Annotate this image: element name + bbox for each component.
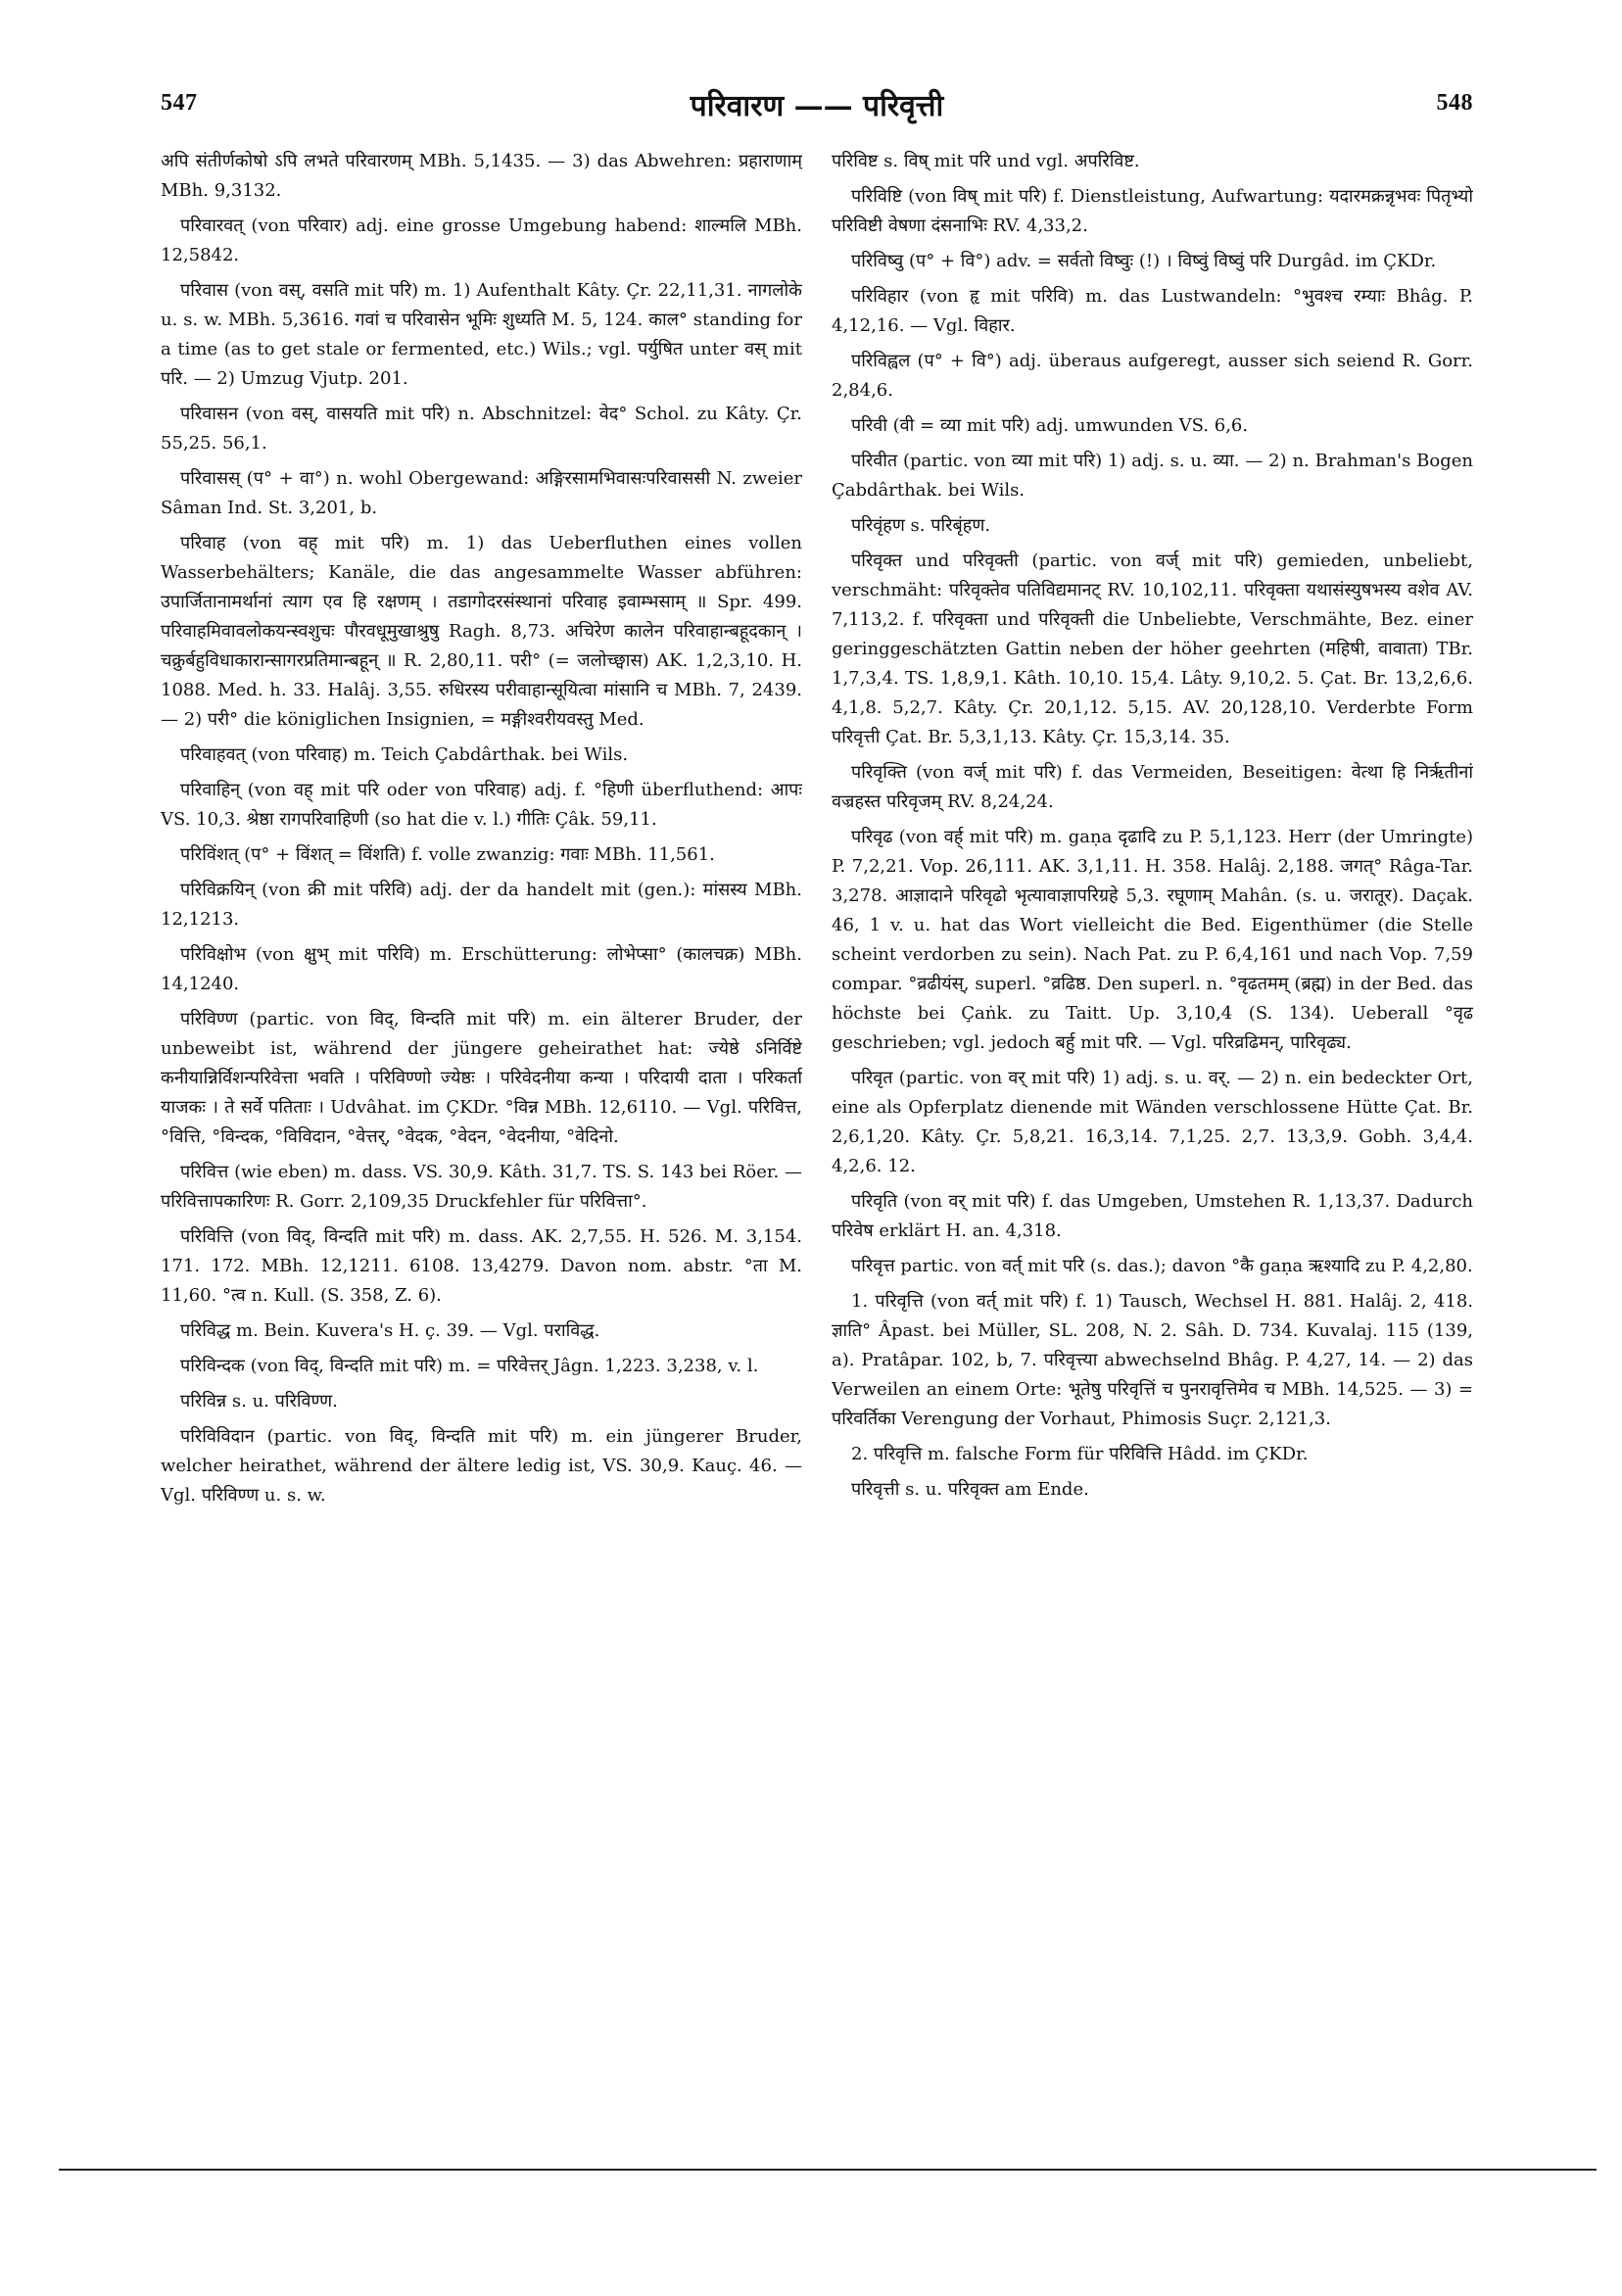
dictionary-entry: परिवृक्त und परिवृक्ती (partic. von वर्ज् mit परि) gemieden, unbeliebt, verschmäht: परिवृक्तेव पतिविद्यमानट् RV. 10,102,11. परिवृक्ता यथासंस्युषभस्य वशेव AV. 7,113,2. f. परिवृक्ता und परिवृक्ती die Unbeliebte, Verschmähte, Bez. einer geringgeschätzten Gattin neben der höher geehrten (महिषी, वावाता) TBr. 1,7,3,4. TS. 1,8,9,1. Kâth. 10,10. 15,4. Lâty. 9,10,2. 5. Çat. Br. 13,2,6,6. 4,1,8. 5,2,7. Kâty. Çr. 20,1,12. 5,15. AV. 20,128,10. Verderbte Form परिवृत्ती Çat. Br. 5,3,1,13. Kâty. Çr. 15,3,14. 35. <box>832 550 1473 747</box>
left-column <box>161 147 802 2086</box>
dictionary-entry: परिवृत्ती s. u. परिवृक्त am Ende. <box>851 1479 1089 1500</box>
dictionary-entry: परिविद्ध m. Bein. Kuvera's H. ç. 39. — Vgl. पराविद्ध. <box>180 1320 600 1341</box>
dictionary-entry: परिविविदान (partic. von विद्, विन्दति mit परि) m. ein jüngerer Bruder, welcher heirathet, während der ältere ledig ist, VS. 30,9. Kauç. 46. — Vgl. परिविण्ण u. s. w. <box>161 1426 802 1506</box>
dictionary-entry: परिवासस् (प° + वा°) n. wohl Obergewand: अङ्गिरसामभिवासःपरिवाससी N. zweier Sâman Ind. St. 3,201, b. <box>161 468 802 518</box>
dictionary-entry: परिवित्ति (von विद्, विन्दति mit परि) m. dass. AK. 2,7,55. H. 526. M. 3,154. 171. 172. MBh. 12,1211. 6108. 13,4279. Davon nom. abstr. °ता M. 11,60. °त्व n. Kull. (S. 358, Z. 6). <box>161 1226 802 1306</box>
dictionary-entry: परिविक्षोभ (von क्षुभ् mit परिवि) m. Erschütterung: लोभेप्सा° (कालचक्र) MBh. 14,1240. <box>161 944 802 994</box>
dictionary-entry: परिवी (वी = व्या mit परि) adj. umwunden VS. 6,6. <box>851 415 1249 436</box>
dictionary-entry: परिवित्त (wie eben) m. dass. VS. 30,9. Kâth. 31,7. TS. S. 143 bei Röer. — परिवित्तापकारिणः R. Gorr. 2,109,35 Druckfehler für परिवित्ता°. <box>161 1162 802 1212</box>
dictionary-entry: परिविष्वु (प° + वि°) adv. = सर्वतो विष्वुः (!) । विष्वुं विष्वुं परि Durgâd. im ÇKDr. <box>851 251 1437 271</box>
dictionary-entry: परिविंशत् (प° + विंशत् = विंशति) f. volle zwanzig: गवाः MBh. 11,561. <box>180 844 715 865</box>
dictionary-entry: परिविहार (von हृ mit परिवि) m. das Lustwandeln: °भुवश्च रम्याः Bhâg. P. 4,12,16. — Vgl. विहार. <box>832 286 1473 336</box>
dictionary-entry: परिवृंहण s. परिबृंहण. <box>851 515 991 536</box>
dictionary-entry: परिविष्ट s. विष् mit परि und vgl. अपरिविष्ट. <box>832 151 1140 171</box>
dictionary-entry: अपि संतीर्णकोषो ऽपि लभते परिवारणम् MBh. 5,1435. — 3) das Abwehren: प्रहाराणाम् MBh. 9,3132. <box>161 151 802 201</box>
dictionary-entry: परिवारवत् (von परिवार) adj. eine grosse Umgebung habend: शाल्मलि MBh. 12,5842. <box>161 215 802 265</box>
dictionary-entry: परिविन्दक (von विद्, विन्दति mit परि) m. = परिवेत्तर् Jâgn. 1,223. 3,238, v. l. <box>180 1356 759 1376</box>
dictionary-entry: परिवास (von वस्, वसति mit परि) m. 1) Aufenthalt Kâty. Çr. 22,11,31. नागलोके u. s. w. MBh. 5,3616. गवां च परिवासेन भूमिः शुध्यति M. 5, 124. काल° standing for a time (as to get stale or fermented, etc.) Wils.; vgl. पर्युषित unter वस् mit परि. — 2) Umzug Vjutp. 201. <box>161 280 802 389</box>
footer-rule <box>59 2169 1597 2171</box>
dictionary-entry: 2. परिवृत्ति m. falsche Form für परिवित्ति Hâdd. im ÇKDr. <box>851 1444 1309 1464</box>
running-head: परिवारण —— परिवृत्ती <box>690 89 944 123</box>
dictionary-entry: परिवाहवत् (von परिवाह) m. Teich Çabdârthak. bei Wils. <box>180 744 629 765</box>
page-header <box>161 84 1473 123</box>
dictionary-entry: परिवृढ (von वर्ह् mit परि) m. gaṇa दृढादि zu P. 5,1,123. Herr (der Umringte) P. 7,2,21. Vop. 26,111. AK. 3,1,11. H. 358. Halâj. 2,188. जगत्° Râga-Tar. 3,278. आज्ञादाने परिवृढो भृत्यावाज्ञापरिग्रहे 5,3. रघूणाम् Mahân. (s. u. जरातूर). Daçak. 46, 1 v. u. hat das Wort vielleicht die Bed. Eigenthümer (die Stelle scheint verdorben zu sein). Nach Pat. zu P. 6,4,161 und nach Vop. 7,59 compar. °व्रढीयंस्, superl. °व्रढिष्ठ. Den superl. n. °वृढतमम् (ब्रह्म) in der Bed. das höchste bei Çaṅk. zu Taitt. Up. 3,10,4 (S. 134). Ueberall °वृढ geschrieben; vgl. jedoch बर्हु mit परि. — Vgl. परिव्रढिमन्, पारिवृढ्य. <box>832 827 1473 1053</box>
dictionary-entry: 1. परिवृत्ति (von वर्त् mit परि) f. 1) Tausch, Wechsel H. 881. Halâj. 2, 418. ज्ञाति° Âpast. bei Müller, SL. 208, N. 2. Sâh. D. 734. Kuvalaj. 115 (139, a). Pratâpar. 102, b, 7. परिवृत्त्या abwechselnd Bhâg. P. 4,27, 14. — 2) das Verweilen an einem Orte: भूतेषु परिवृत्तिं च पुनरावृत्तिमेव च MBh. 14,525. — 3) = परिवर्तिका Verengung der Vorhaut, Phimosis Suçr. 2,121,3. <box>832 1291 1473 1429</box>
dictionary-entry: परिवृति (von वर् mit परि) f. das Umgeben, Umstehen R. 1,13,37. Dadurch परिवेष erklärt H. an. 4,318. <box>832 1191 1473 1241</box>
dictionary-entry: परिवासन (von वस्, वासयति mit परि) n. Abschnitzel: वेद° Schol. zu Kâty. Çr. 55,25. 56,1. <box>161 404 802 454</box>
dictionary-entry: परिवाह (von वह् mit परि) m. 1) das Ueberfluthen eines vollen Wasserbehälters; Kanäle, die das angesammelte Wasser abführen: उपार्जितानामर्थानां त्याग एव हि रक्षणम् । तडागोदरसंस्थानां परिवाह इवाम्भसाम् ॥ Spr. 499. परिवाहमिवावलोकयन्स्वशुचः पौरवधूमुखाश्रुषु Ragh. 8,73. अचिरेण कालेन परिवाहान्बहूदकान् । चक्रुर्बहुविधाकारान्सागरप्रतिमान्बहून् ॥ R. 2,80,11. परी° (= जलोच्छ्वास) AK. 1,2,3,10. H. 1088. Med. h. 33. Halâj. 3,55. रुधिरस्य परीवाहान्सूयित्वा मांसानि च MBh. 7, 2439. — 2) परी° die königlichen Insignien, = मङ्गीश्वरीयवस्तु Med. <box>161 533 802 730</box>
dictionary-entry: परिविष्टि (von विष् mit परि) f. Dienstleistung, Aufwartung: यदारमक्रन्नृभवः पितृभ्यो परिविष्टी वेषणा दंसनाभिः RV. 4,33,2. <box>832 186 1473 236</box>
page-number-left: 547 <box>161 90 198 116</box>
dictionary-entry: परिविण्ण (partic. von विद्, विन्दति mit परि) m. ein älterer Bruder, der unbeweibt ist, während der jüngere geheirathet hat: ज्येष्ठे ऽनिर्विष्टे कनीयान्निर्विशन्परिवेत्ता भवति । परिविण्णो ज्येष्ठः । परिवेदनीया कन्या । परिदायी दाता । परिकर्ता याजकः । ते सर्वे पतिताः । Udvâhat. im ÇKDr. °विन्न MBh. 12,6110. — Vgl. परिवित्त, °वित्ति, °विन्दक, °विविदान, °वेत्तर्, °वेदक, °वेदन, °वेदनीया, °वेदिनो. <box>161 1009 802 1147</box>
dictionary-entry: परिवाहिन् (von वह् mit परि oder von परिवाह) adj. f. °हिणी überfluthend: आपः VS. 10,3. श्रेष्ठा रागपरिवाहिणी (so hat die v. l.) गीतिः Çâk. 59,11. <box>161 780 802 830</box>
dictionary-entry: परिविक्रयिन् (von क्री mit परिवि) adj. der da handelt mit (gen.): मांसस्य MBh. 12,1213. <box>161 880 802 930</box>
dictionary-entry: परिवृत (partic. von वर् mit परि) 1) adj. s. u. वर्. — 2) n. ein bedeckter Ort, eine als Opferplatz dienende mit Wänden verschlossene Hütte Çat. Br. 2,6,1,20. Kâty. Çr. 5,8,21. 16,3,14. 7,1,25. 2,7. 13,3,9. Gobh. 3,4,4. 4,2,6. 12. <box>832 1068 1473 1176</box>
dictionary-entry: परिविन्न s. u. परिविण्ण. <box>180 1391 338 1411</box>
right-column <box>832 147 1473 2086</box>
two-column-body <box>161 147 1473 2086</box>
dictionary-entry: परिविह्वल (प° + वि°) adj. überaus aufgeregt, ausser sich seiend R. Gorr. 2,84,6. <box>832 351 1473 401</box>
dictionary-entry: परिवीत (partic. von व्या mit परि) 1) adj. s. u. व्या. — 2) n. Brahman's Bogen Çabdârthak. bei Wils. <box>832 451 1473 501</box>
page-number-right: 548 <box>1436 90 1473 116</box>
dictionary-entry: परिवृत्त partic. von वर्त् mit परि (s. das.); davon °कै gaṇa ऋश्यादि zu P. 4,2,80. <box>851 1256 1473 1276</box>
dictionary-entry: परिवृक्ति (von वर्ज् mit परि) f. das Vermeiden, Beseitigen: वेत्था हि निर्ऋतीनां वज्रहस्त परिवृजम् RV. 8,24,24. <box>832 762 1473 812</box>
